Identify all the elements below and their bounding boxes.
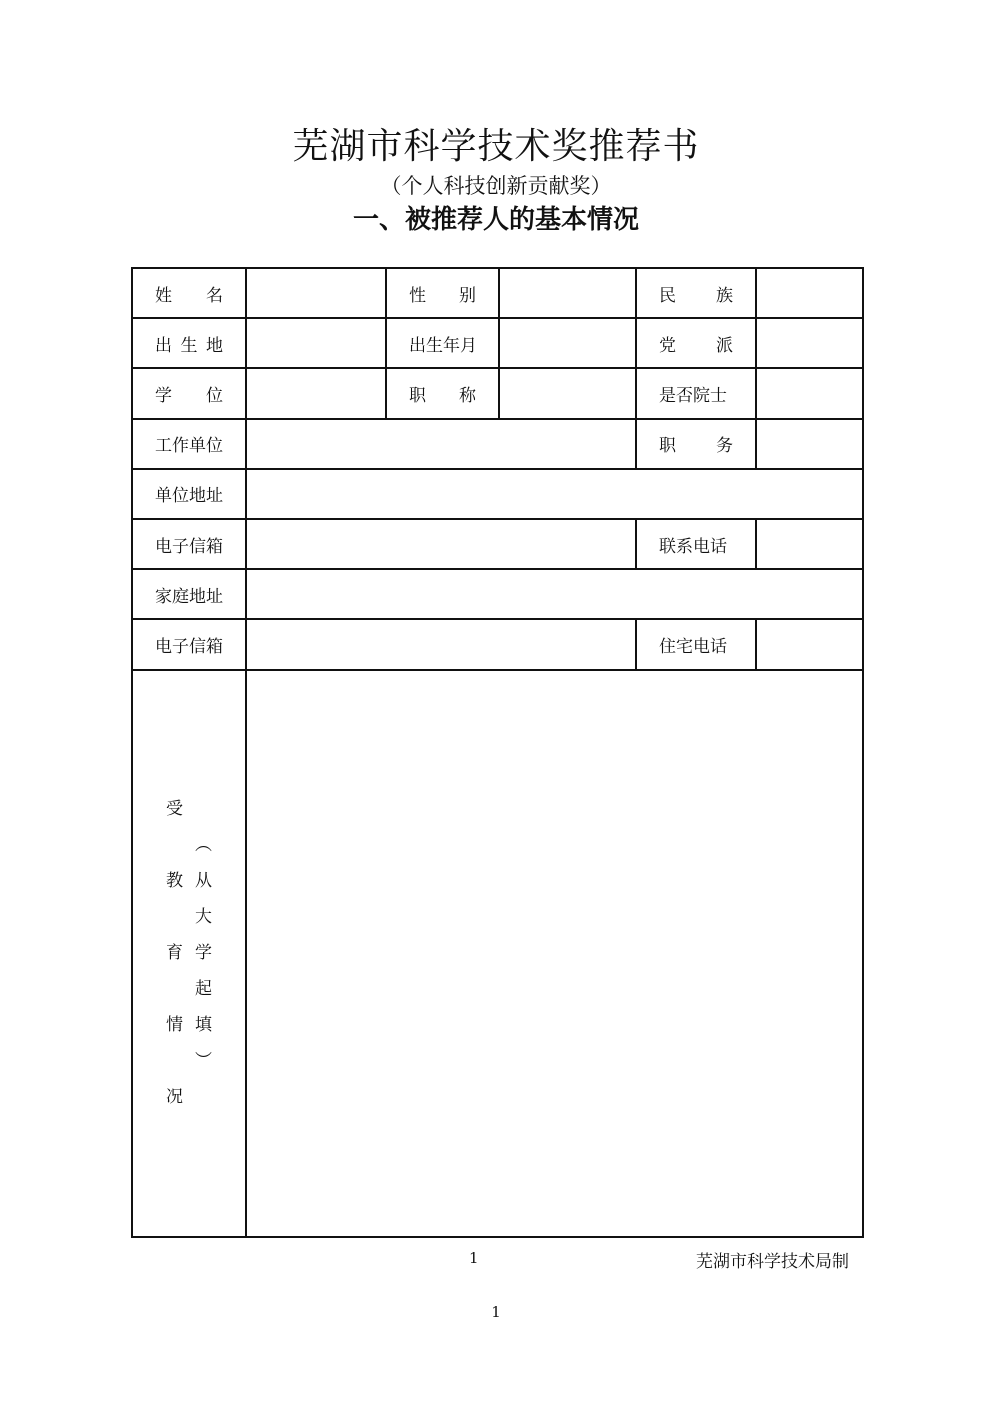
field-home-address[interactable] [246,569,863,619]
field-degree[interactable] [246,368,386,418]
document-subtitle: （个人科技创新贡献奖） [380,174,612,198]
footer-page-number: 1 [469,1249,479,1267]
field-contact-phone[interactable] [756,519,863,569]
label-birthplace: 出 生 地 [132,318,246,368]
field-birthplace[interactable] [246,318,386,368]
page-number: 1 [491,1303,501,1321]
field-title[interactable] [499,368,636,418]
label-birth-date: 出生年月 [386,318,499,368]
education-label-main: 受 教 育 情 况 [166,799,183,1108]
field-education[interactable] [246,670,863,1237]
field-name[interactable] [246,268,386,318]
label-academician: 是否院士 [636,368,756,418]
label-name: 姓 名 [132,268,246,318]
document-title: 芜湖市科学技术奖推荐书 [292,126,700,167]
field-unit-address[interactable] [246,469,863,519]
field-home-phone[interactable] [756,619,863,669]
field-party[interactable] [756,318,863,368]
label-position: 职 务 [636,419,756,469]
field-ethnicity[interactable] [756,268,863,318]
field-work-unit[interactable] [246,419,636,469]
label-work-unit: 工作单位 [132,419,246,469]
field-email-1[interactable] [246,519,636,569]
label-email-1: 电子信箱 [132,519,246,569]
label-home-phone: 住宅电话 [636,619,756,669]
label-home-address: 家庭地址 [132,569,246,619]
label-unit-address: 单位地址 [132,469,246,519]
footer-organization: 芜湖市科学技术局制 [696,1252,849,1272]
label-ethnicity: 民 族 [636,268,756,318]
label-gender: 性 别 [386,268,499,318]
label-title: 职 称 [386,368,499,418]
section-heading: 一、被推荐人的基本情况 [352,205,639,235]
basic-info-form [131,267,864,1238]
label-degree: 学 位 [132,368,246,418]
field-birth-date[interactable] [499,318,636,368]
label-contact-phone: 联系电话 [636,519,756,569]
field-gender[interactable] [499,268,636,318]
education-label-note: ︵ 从 大 学 起 填 ︶ [195,835,212,1072]
field-position[interactable] [756,419,863,469]
field-academician[interactable] [756,368,863,418]
label-party: 党 派 [636,318,756,368]
label-education [132,670,246,1237]
field-email-2[interactable] [246,619,636,669]
label-email-2: 电子信箱 [132,619,246,669]
